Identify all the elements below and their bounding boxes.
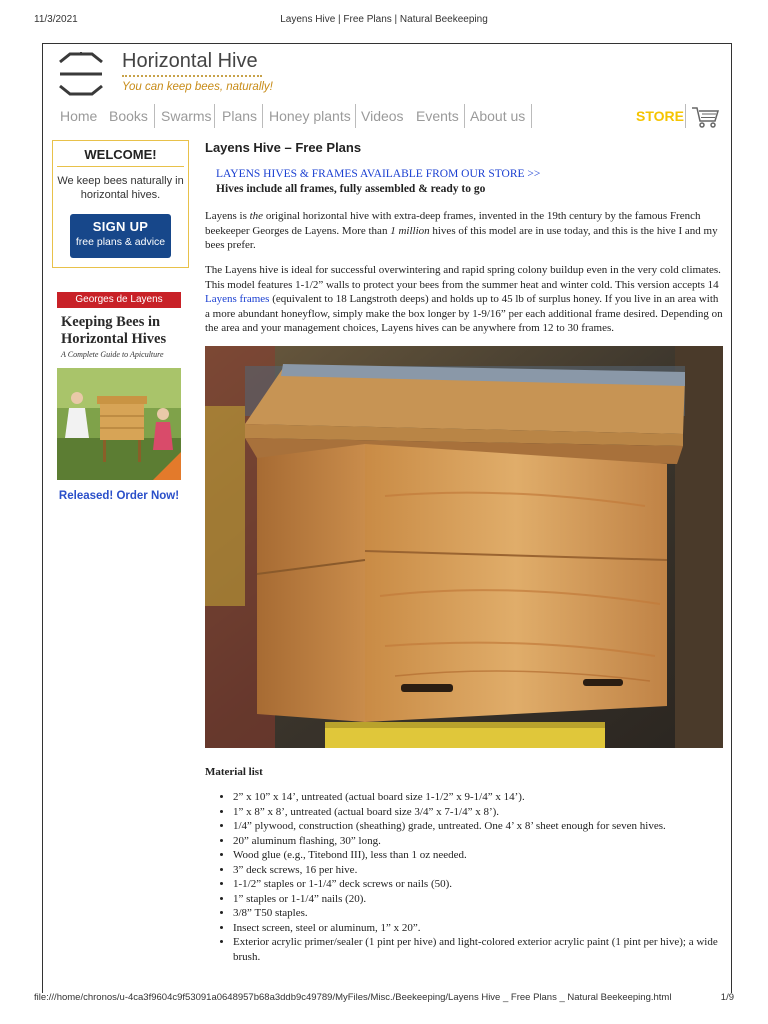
book-subtitle: A Complete Guide to Apiculture xyxy=(61,350,164,359)
material-list-heading: Material list xyxy=(205,766,263,778)
page-title: Layens Hive – Free Plans xyxy=(205,140,362,155)
list-item: • Exterior acrylic primer/sealer (1 pint per hive) and light-colored exterior acrylic paint (1 pint per hive); a wide brush. xyxy=(233,935,723,964)
print-url: file:///home/chronos/u-4ca3f9604c9f53091a0648957b68a3ddb9c49789/MyFiles/Misc./Beekeeping/Layens Hive _ Free Plans _ Natural Beekeeping.html xyxy=(34,992,672,1003)
store-link[interactable]: LAYENS HIVES & FRAMES AVAILABLE FROM OUR STORE >> xyxy=(216,168,541,180)
book-author: Georges de Layens xyxy=(57,292,181,308)
nav-separator xyxy=(464,104,465,128)
material-list xyxy=(205,790,723,964)
nav-videos[interactable]: Videos xyxy=(361,108,404,124)
list-item: • 3/8” T50 staples. xyxy=(233,906,723,921)
list-item: • 2” x 10” x 14’, untreated (actual board size 1-1/2” x 9-1/4” x 14’). xyxy=(233,790,723,805)
print-title: Layens Hive | Free Plans | Natural Beekeeping xyxy=(280,14,488,25)
nav-about-us[interactable]: About us xyxy=(470,108,526,124)
shopping-cart-icon[interactable] xyxy=(690,104,720,130)
signup-label: SIGN UP xyxy=(92,219,149,234)
nav-separator xyxy=(355,104,356,128)
nav-separator xyxy=(154,104,155,128)
list-item: • Insect screen, steel or aluminum, 1” x 20”. xyxy=(233,921,723,936)
nav-separator xyxy=(685,104,686,128)
brand-dots xyxy=(122,75,262,77)
book-title: Keeping Bees in Horizontal Hives xyxy=(61,314,167,347)
list-item: • Wood glue (e.g., Titebond III), less than 1 oz needed. xyxy=(233,848,723,863)
nav-honey-plants[interactable]: Honey plants xyxy=(269,108,351,124)
store-note: Hives include all frames, fully assembled & ready to go xyxy=(216,183,486,195)
nav-books[interactable]: Books xyxy=(109,108,148,124)
details-paragraph: The Layens hive is ideal for successful overwintering and rapid spring colony buildup even in the very cold climates. This model features 1-1/2” walls to protect your bees from the summer heat and winter cold. This version accepts 14 Layens frames (equivalent to 18 Langstroth deeps) and holds up to 45 lb of surplus honey. If you live in an area with a more abundant honeyflow, simply make the box longer by 1-9/16” per each additional frame desired. Depending on the area and your management choices, Layens hives can be anywhere from 12 to 30 frames. xyxy=(205,264,723,334)
brand-name: Horizontal Hive xyxy=(122,50,258,72)
print-page-number: 1/9 xyxy=(720,992,734,1003)
hexagon-logo-icon xyxy=(58,52,104,96)
print-footer xyxy=(0,992,768,1008)
book-cover-image[interactable] xyxy=(57,368,181,480)
list-item: • 1” staples or 1-1/4” nails (20). xyxy=(233,892,723,907)
list-item: • 3” deck screws, 16 per hive. xyxy=(233,863,723,878)
list-item: • 1/4” plywood, construction (sheathing) grade, untreated. One 4’ x 8’ sheet enough for seven hives. xyxy=(233,819,723,834)
welcome-text: We keep bees naturally in horizontal hives. xyxy=(57,175,184,201)
layens-hive-photo xyxy=(205,346,723,748)
nav-separator xyxy=(214,104,215,128)
brand-tagline: You can keep bees, naturally! xyxy=(122,81,273,93)
intro-paragraph: Layens is the original horizontal hive with extra-deep frames, invented in the 19th century by the famous French beekeeper Georges de Layens. More than 1 million hives of this model are in use today, and this is the hive I and my bees prefer. xyxy=(205,210,718,251)
welcome-divider xyxy=(57,166,184,167)
nav-swarms[interactable]: Swarms xyxy=(161,108,212,124)
print-date: 11/3/2021 xyxy=(34,14,78,25)
list-item: • 1” x 8” x 8’, untreated (actual board size 3/4” x 7-1/4” x 8’). xyxy=(233,805,723,820)
site-logo[interactable] xyxy=(58,50,278,100)
main-nav xyxy=(56,104,726,130)
nav-separator xyxy=(531,104,532,128)
print-header xyxy=(0,14,768,30)
list-item: • 20” aluminum flashing, 30” long. xyxy=(233,834,723,849)
signup-button[interactable] xyxy=(70,214,171,258)
nav-separator xyxy=(262,104,263,128)
signup-sublabel: free plans & advice xyxy=(75,236,166,248)
order-now-link[interactable]: Released! Order Now! xyxy=(58,490,180,502)
welcome-box xyxy=(52,140,189,268)
nav-plans[interactable]: Plans xyxy=(222,108,258,124)
list-item: • 1-1/2” staples or 1-1/4” deck screws or nails (50). xyxy=(233,877,723,892)
welcome-title: WELCOME! xyxy=(84,147,157,162)
layens-frames-link[interactable]: Layens frames xyxy=(205,293,270,305)
nav-store[interactable]: STORE xyxy=(636,108,684,124)
nav-events[interactable]: Events xyxy=(416,108,459,124)
nav-home[interactable]: Home xyxy=(60,108,98,124)
